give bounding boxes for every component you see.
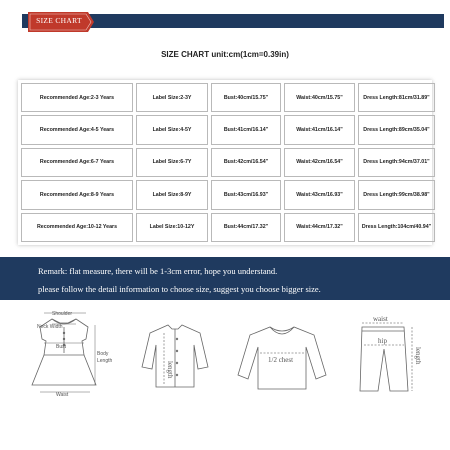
table-cell: Recommended Age:10-12 Years — [21, 213, 133, 242]
shirt-diagram — [142, 325, 208, 387]
table-cell: Bust:40cm/15.75" — [211, 83, 281, 112]
table-cell: Label Size:10-12Y — [136, 213, 208, 242]
table-cell: Waist:41cm/16.14" — [284, 115, 355, 144]
table-cell: Recommended Age:4-5 Years — [21, 115, 133, 144]
dress-label-shoulder: Shoulder — [52, 311, 73, 317]
size-table-container — [18, 80, 432, 245]
remark-band — [0, 257, 450, 300]
dress-label-body: Body — [97, 351, 109, 357]
diagram-drawings — [0, 305, 450, 400]
table-cell: Waist:42cm/16.54" — [284, 148, 355, 177]
table-row — [21, 83, 435, 112]
table-cell: Dress Length:104cm/40.94" — [358, 213, 435, 242]
table-cell: Bust:43cm/16.93" — [211, 180, 281, 209]
table-cell: Recommended Age:2-3 Years — [21, 83, 133, 112]
table-row — [21, 180, 435, 209]
table-cell: Dress Length:99cm/38.98" — [358, 180, 435, 209]
table-cell: Dress Length:94cm/37.01" — [358, 148, 435, 177]
table-cell: Recommended Age:6-7 Years — [21, 148, 133, 177]
size-table — [18, 80, 438, 245]
table-cell: Dress Length:81cm/31.89" — [358, 83, 435, 112]
dress-label-waist: Waist — [56, 392, 69, 398]
table-cell: Recommended Age:8-9 Years — [21, 180, 133, 209]
table-cell: Bust:44cm/17.32" — [211, 213, 281, 242]
table-cell: Label Size:4-5Y — [136, 115, 208, 144]
dress-label-neck-width: Neck Width — [37, 324, 63, 330]
table-cell: Label Size:8-9Y — [136, 180, 208, 209]
remark-line-2: please follow the detail information to choose size, suggest you choose bigger size. — [38, 284, 321, 294]
table-cell: Waist:44cm/17.32" — [284, 213, 355, 242]
table-cell: Label Size:2-3Y — [136, 83, 208, 112]
dress-label-bust: Bust — [56, 344, 67, 350]
table-cell: Dress Length:89cm/35.04" — [358, 115, 435, 144]
table-row — [21, 115, 435, 144]
remark-line-1: Remark: flat measure, there will be 1-3cm error, hope you understand. — [38, 266, 278, 276]
table-cell: Waist:40cm/15.75" — [284, 83, 355, 112]
table-cell: Bust:42cm/16.54" — [211, 148, 281, 177]
table-row — [21, 213, 435, 242]
chart-title: SIZE CHART unit:cm(1cm=0.39in) — [161, 50, 289, 59]
pants-label-length: length — [414, 347, 422, 365]
tag-label: SIZE CHART — [36, 16, 82, 25]
table-cell: Bust:41cm/16.14" — [211, 115, 281, 144]
table-cell: Waist:43cm/16.93" — [284, 180, 355, 209]
table-cell: Label Size:6-7Y — [136, 148, 208, 177]
shirt-label-length: length — [166, 361, 174, 379]
table-row — [21, 148, 435, 177]
size-chart-tag — [28, 12, 100, 32]
pants-diagram — [360, 323, 412, 391]
dress-label-length: Length — [97, 358, 113, 364]
pants-label-hip: hip — [378, 337, 387, 345]
sweater-label-chest: 1/2 chest — [268, 356, 294, 364]
measurement-diagrams — [0, 305, 450, 400]
pants-label-waist: waist — [373, 315, 388, 323]
